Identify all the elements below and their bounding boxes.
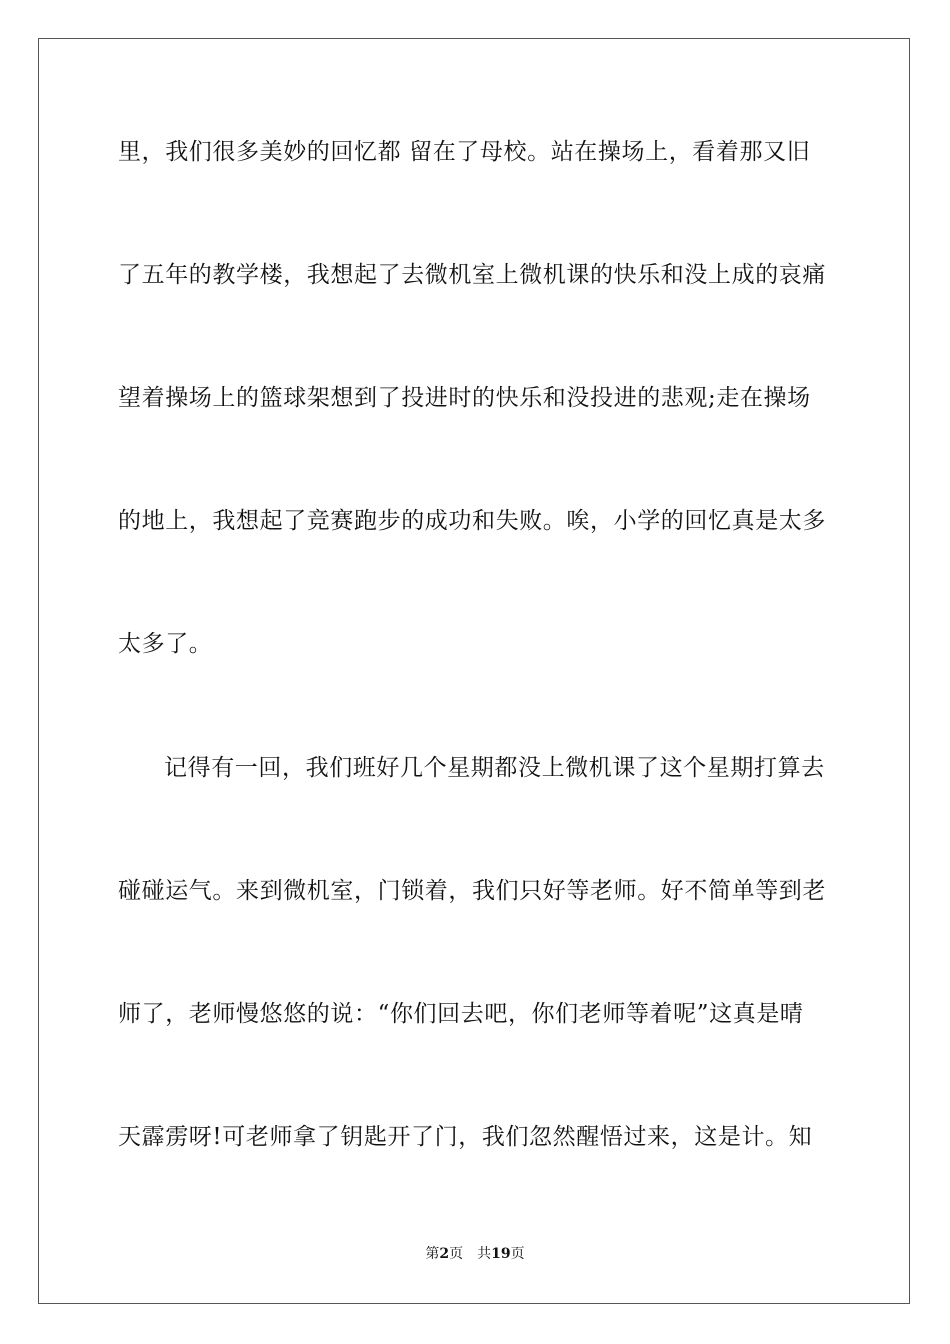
paragraph-line: 了五年的教学楼，我想起了去微机室上微机课的快乐和没上成的哀痛	[118, 262, 826, 288]
total-pages: 19	[491, 1246, 511, 1262]
paragraph-line: 师了，老师慢悠悠的说：“你们回去吧，你们老师等着呢”这真是晴	[118, 1001, 804, 1027]
paragraph-line: 碰碰运气。来到微机室，门锁着，我们只好等老师。好不简单等到老	[118, 878, 826, 904]
page-footer	[0, 1245, 950, 1263]
paragraph-line: 太多了。	[118, 631, 213, 657]
paragraph-line: 天霹雳呀!可老师拿了钥匙开了门，我们忽然醒悟过来，这是计。知	[118, 1124, 813, 1150]
paragraph-line: 的地上，我想起了竞赛跑步的成功和失败。唉，小学的回忆真是太多	[118, 508, 826, 534]
paragraph-line: 里，我们很多美妙的回忆都 留在了母校。站在操场上，看着那又旧	[118, 139, 811, 165]
page-border	[38, 38, 910, 1304]
total-prefix: 共	[477, 1246, 492, 1262]
page-number: 2	[439, 1246, 450, 1262]
paragraph-line-indented: 记得有一回，我们班好几个星期都没上微机课了这个星期打算去	[164, 755, 825, 781]
page-prefix: 第	[425, 1246, 440, 1262]
page-suffix: 页	[449, 1246, 464, 1262]
paragraph-line: 望着操场上的篮球架想到了投进时的快乐和没投进的悲观;走在操场	[118, 385, 811, 411]
total-suffix: 页	[510, 1246, 525, 1262]
